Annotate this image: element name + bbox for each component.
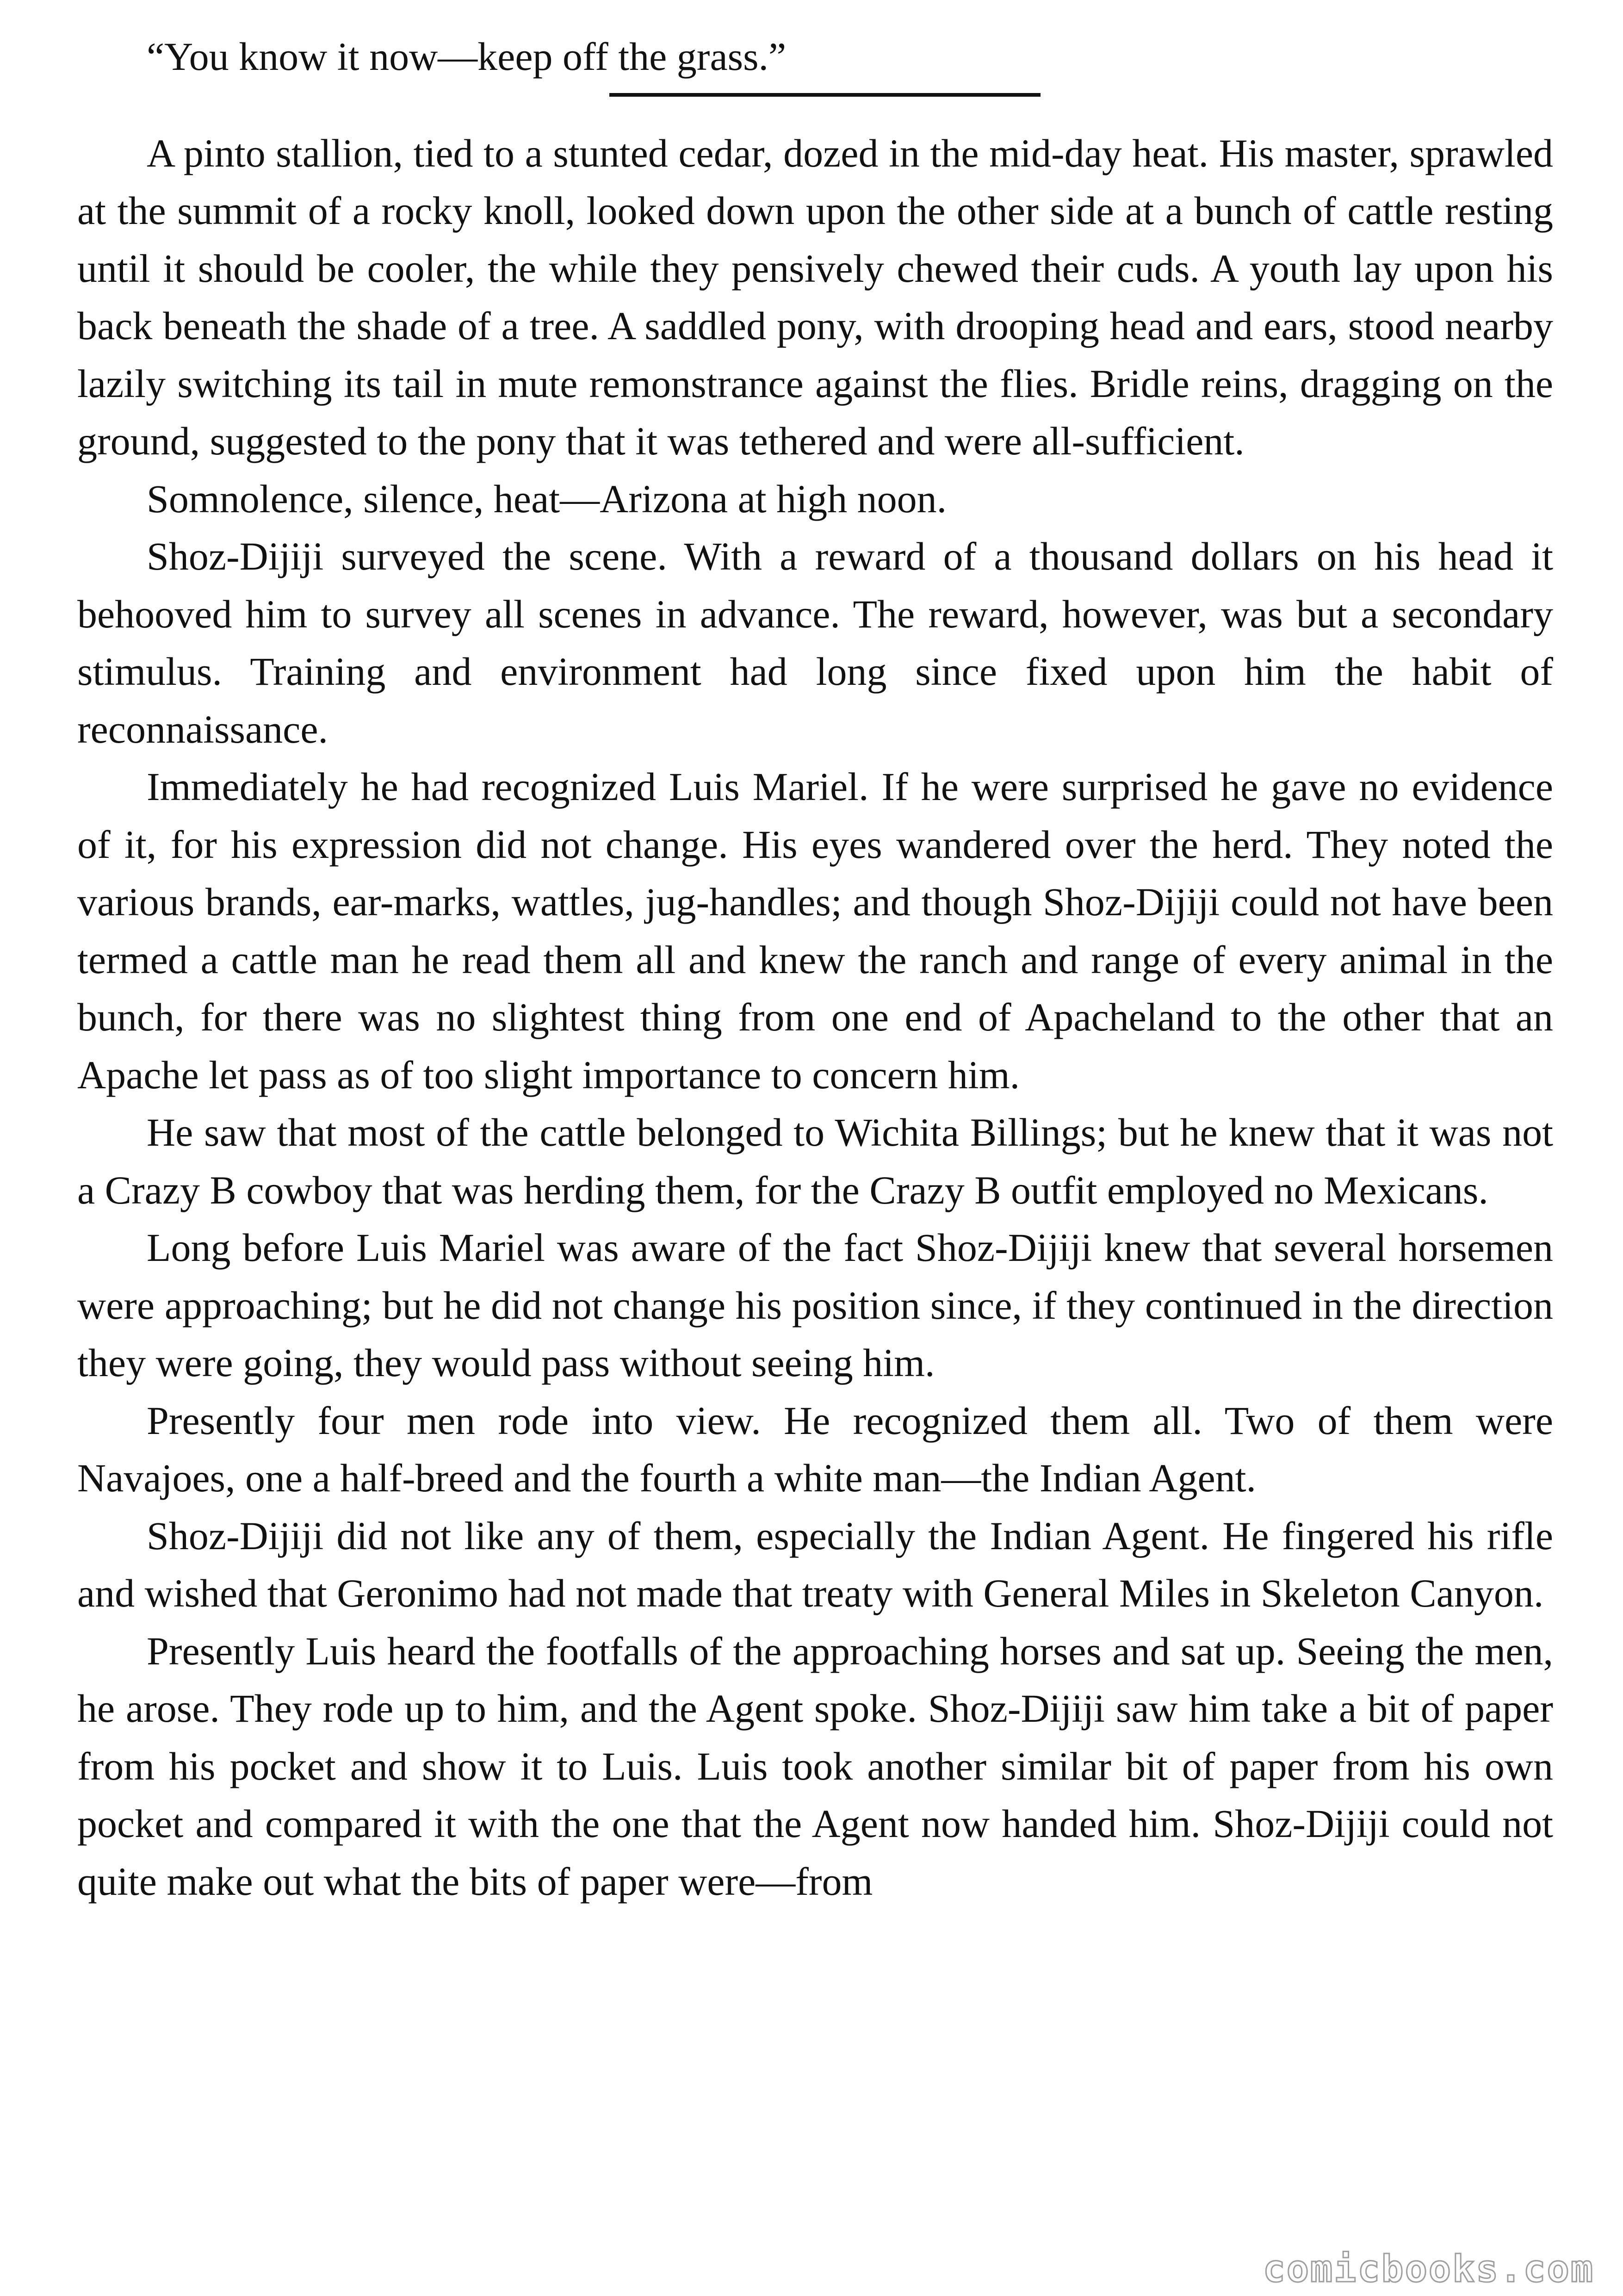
paragraph: A pinto stallion, tied to a stunted cedar, dozed in the mid-day heat. His master, sprawled at the summit of a rocky knoll, looked down upon the other side at a bunch of cattle resting until it should be cooler, the while they pensively chewed their cuds. A youth lay upon his back beneath the shade of a tree. A saddled pony, with drooping head and ears, stood nearby lazily switching its tail in mute remonstrance against the flies. Bridle reins, dragging on the ground, suggested to the pony that it was tethered and were all-sufficient. [77,130,1553,463]
paragraph: Presently four men rode into view. He recognized them all. Two of them were Navajoes, one a half-breed and the fourth a white man—the Indian Agent. [77,1398,1553,1500]
opening-line: “You know it now—keep off the grass.” [147,34,787,79]
paragraph: Presently Luis heard the footfalls of the approaching horses and sat up. Seeing the men, he arose. They rode up to him, and the Agent spoke. Shoz-Dijiji saw him take a bit of paper from his pocket and show it to Luis. Luis took another similar bit of paper from his own pocket and compared it with the one that the Agent now handed him. Shoz-Dijiji could not quite make out what the bits of paper were—from [77,1628,1553,1904]
paragraph: Immediately he had recognized Luis Mariel. If he were surprised he gave no evidence of it, for his expression did not change. His eyes wandered over the herd. They noted the various brands, ear-marks, wattles, jug-handles; and though Shoz-Dijiji could not have been termed a cattle man he read them all and knew the ranch and range of every animal in the bunch, for there was no slightest thing from one end of Apacheland to the other that an Apache let pass as of too slight importance to concern him. [77,764,1553,1097]
paragraph: Long before Luis Mariel was aware of the fact Shoz-Dijiji knew that several horsemen were approaching; but he did not change his position since, if they continued in the direction they were going, they would pass without seeing him. [77,1225,1553,1385]
paragraph: Somnolence, silence, heat—Arizona at high noon. [147,476,947,521]
paragraph: Shoz-Dijiji did not like any of them, especially the Indian Agent. He fingered his rifle and wished that Geronimo had not made that treaty with General Miles in Skeleton Canyon. [77,1513,1553,1615]
section-divider [609,93,1041,97]
watermark: comicbooks.com [1263,2247,1594,2290]
body-text [77,28,1553,1910]
paragraph: Shoz-Dijiji surveyed the scene. With a reward of a thousand dollars on his head it behooved him to survey all scenes in advance. The reward, however, was but a secondary stimulus. Training and environment had long since fixed upon him the habit of reconnaissance. [77,534,1553,751]
paragraph: He saw that most of the cattle belonged to Wichita Billings; but he knew that it was not a Crazy B cowboy that was herding them, for the Crazy B outfit employed no Mexicans. [77,1110,1553,1212]
